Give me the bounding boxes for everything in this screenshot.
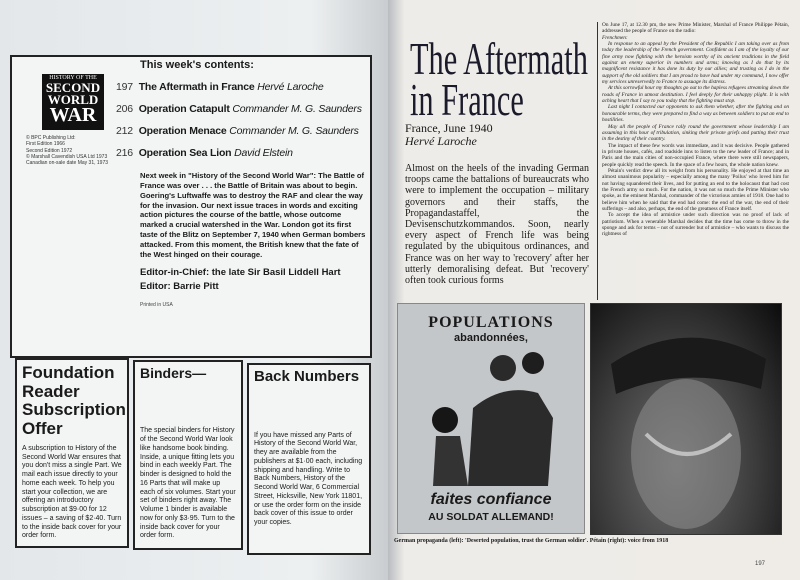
- poster-text: AU SOLDAT ALLEMAND!: [428, 511, 554, 523]
- copyright-line: First Edition 1966: [26, 141, 65, 148]
- item-author: Commander M. G. Saunders: [232, 103, 362, 115]
- article-column: [597, 22, 789, 300]
- next-week-text: Next week in "History of the Second World War": The Battle of France was over . . . the Battle of Britain was about to begin. Goering's Luftwaffe was to destroy the RAF and clear the way for the invasion. Our next issue traces in words and exciting action pictures the course of the battle, whose outcome marked a crucial watershed in the War. London got its first taste of the Blitz on September 7, 1940 when German bombers attacked. From this moment, the British knew that the fate of the West hinged on their courage.: [140, 171, 366, 259]
- page-number: 216: [116, 147, 133, 159]
- box-text: If you have missed any Parts of History of the Second World War, they are available from the publishers at $1·00 each, including shipping and handling. Write to Back Numbers, History of the Second World War, 6 Commercial Street, Hicksville, New York 11801, or use the order form on the inside back cover of this issue to order your copies.: [254, 431, 363, 526]
- page-number: 212: [116, 125, 133, 137]
- editor: Editor: Barrie Pitt: [140, 280, 219, 292]
- printed-in: Printed in USA: [140, 302, 173, 309]
- logo-line: WORLD: [47, 92, 99, 108]
- logo-line: HISTORY OF THE: [49, 75, 97, 81]
- paragraph: At this sorrowful hour my thoughts go out to the hapless refugees streaming down the roads of France in utmost destitution. I feel deeply for their unhappy plight. It is with aching heart that I say to you today that the fighting must stop.: [602, 85, 789, 105]
- logo-line: WAR: [49, 104, 97, 127]
- contents-title: This week's contents:: [140, 59, 254, 71]
- box-text: A subscription to History of the Second World War ensures that you don't miss a single Part. We mail each issue directly to your home each week. To help you start your collection, we are offering an introductory subscription at $9·00 for 12 issues – a saving of $2·40. Turn to the inside back cover for your order form.: [22, 444, 122, 540]
- copyright-line: © Marshall Cavendish USA Ltd 1973: [26, 153, 108, 160]
- poster-text: POPULATIONS: [428, 314, 554, 331]
- magazine-logo: [42, 74, 104, 130]
- logo-line: SECOND: [45, 79, 101, 95]
- editor-in-chief: Editor-in-Chief: the late Sir Basil Liddell Hart: [140, 266, 341, 278]
- propaganda-poster-image: [397, 303, 585, 534]
- petain-portrait-image: [590, 303, 782, 535]
- copyright-line: © BPC Publishing Ltd:: [26, 135, 76, 141]
- binders-box: [133, 360, 243, 550]
- copyright-notice: [26, 135, 108, 166]
- box-text: The special binders for History of the Second World War look like handsome book binding. Inside, a unique fitting lets you bind in each weekly Part. The binder is designed to hold the 16 Parts that will make up each of six volumes. Start your set of binders right away. The Volume 1 binder is available now for only $3·95. Turn to the inside back cover for your order form.: [140, 427, 236, 540]
- poster-text: faites confiance: [430, 491, 552, 508]
- article-author: Hervé Laroche: [405, 134, 477, 149]
- portrait-figure: [591, 304, 781, 534]
- paragraph: Pétain's verdict drew all its weight from his personality. He enjoyed at that time an almost unanimous popularity – especially among the many 'Poilus' who loved him for not having squandered their lives, and for putting an end to the holocaust that had cost the French army so much. For the nation, it was not so much the Prime Minister who spoke, as the eminent Marshal, commander of the victorious armies of 1918. One had to believe him when he said that the end had come: the end of the war, the end of their sufferings – and also, perhaps, the end of the greatness of France itself.: [602, 167, 789, 212]
- page-number: 197: [755, 561, 766, 567]
- poster-text: abandonnées,: [454, 332, 528, 344]
- item-author: David Elstein: [234, 147, 293, 159]
- contents-item: [116, 81, 324, 93]
- subscription-box: [15, 358, 129, 548]
- contents-lower: [140, 171, 368, 308]
- soldier-children-illustration: [398, 348, 586, 488]
- paragraph: To accept the idea of armistice under such direction was no proof of lack of patriotism. When a venerable Marshal decides that the time has come to throw in the sponge and ask for terms – not of surrender but of armistice – who wants to discuss the rightness of: [602, 212, 789, 238]
- paragraph: In response to an appeal by the President of the Republic I am taking over as from today the leadership of the French government. Confident as I am of the loyalty of our fine army now fighting with the heroism worthy of its ancient traditions in the field against an enemy superior in numbers and arms; knowing as I do that by its magnificent resistance it has done its duty by our allies; and trusting as I do in the support of the old soldiers that I am proud to have had under my command, I now offer my services unreservedly to France to assuage its distress.: [602, 41, 789, 86]
- article-title: [410, 33, 588, 125]
- page-number: 206: [116, 103, 133, 115]
- paragraph: Last night I contacted our opponents to ask them whether, after the fighting and on honourable terms, they were prepared to find a way as between soldiers to put an end to hostilities.: [602, 104, 789, 124]
- contents-item: [116, 147, 293, 159]
- item-author: Commander M. G. Saunders: [229, 125, 359, 137]
- article-dateline: France, June 1940: [405, 121, 493, 135]
- item-title: Operation Sea Lion: [138, 147, 232, 159]
- item-author: Hervé Laroche: [257, 81, 324, 93]
- paragraph: May all the people of France rally round the government whose leadership I am assuming in this hour of tribulation, sinking their private griefs and putting their trust in the destiny of their country.: [602, 123, 789, 143]
- box-heading: Binders—: [140, 365, 207, 381]
- contents-item: [116, 103, 362, 115]
- photo-caption: German propaganda (left): 'Deserted population, trust the German soldier'. Pétain (right): voice from 1918: [394, 538, 669, 544]
- page-number: 197: [116, 81, 133, 93]
- paragraph: Frenchmen:: [602, 34, 628, 41]
- dateline: [405, 122, 493, 148]
- contents-item: [116, 125, 359, 137]
- back-numbers-box: [247, 363, 371, 555]
- item-title: Operation Catapult: [138, 103, 230, 115]
- item-title: The Aftermath in France: [138, 81, 255, 93]
- title-line: in France: [410, 74, 524, 125]
- article-lead: Almost on the heels of the invading German troops came the battalions of bureaucrats who were to implement the occupation – military governors and their staffs, the Propagandastaffel, the Devisenschutzkommandos. Soon, nearly every aspect of French life was being regulated by the ubiquitous ordinances, and France was on her way to 'recovery' after her utterly demoralising defeat. But 'recovery' often took curious forms: [405, 163, 589, 287]
- title-line: The Aftermath: [410, 33, 588, 84]
- contents-box: [10, 55, 372, 358]
- copyright-line: Second Edition 1972: [26, 147, 73, 154]
- item-title: Operation Menace: [138, 125, 227, 137]
- box-heading: Foundation Reader Subscription Offer: [22, 363, 126, 439]
- paragraph: The impact of these few words was immediate, and it was decisive. People gathered in private houses, cafés, and roadside inns to listen to the new leader of France; and in Paris and the main cities of non-occupied France, where there were still newspapers, people quickly read the speech. In the space of a few hours, the whole nation knew.: [602, 142, 789, 168]
- paragraph: On June 17, at 12.30 pm, the new Prime Minister, Marshal of France Philippe Pétain, addressed the people of France on the radio:: [602, 22, 789, 35]
- copyright-line: Canadian on-sale date May 31, 1973: [26, 160, 109, 166]
- box-heading: Back Numbers: [254, 368, 360, 385]
